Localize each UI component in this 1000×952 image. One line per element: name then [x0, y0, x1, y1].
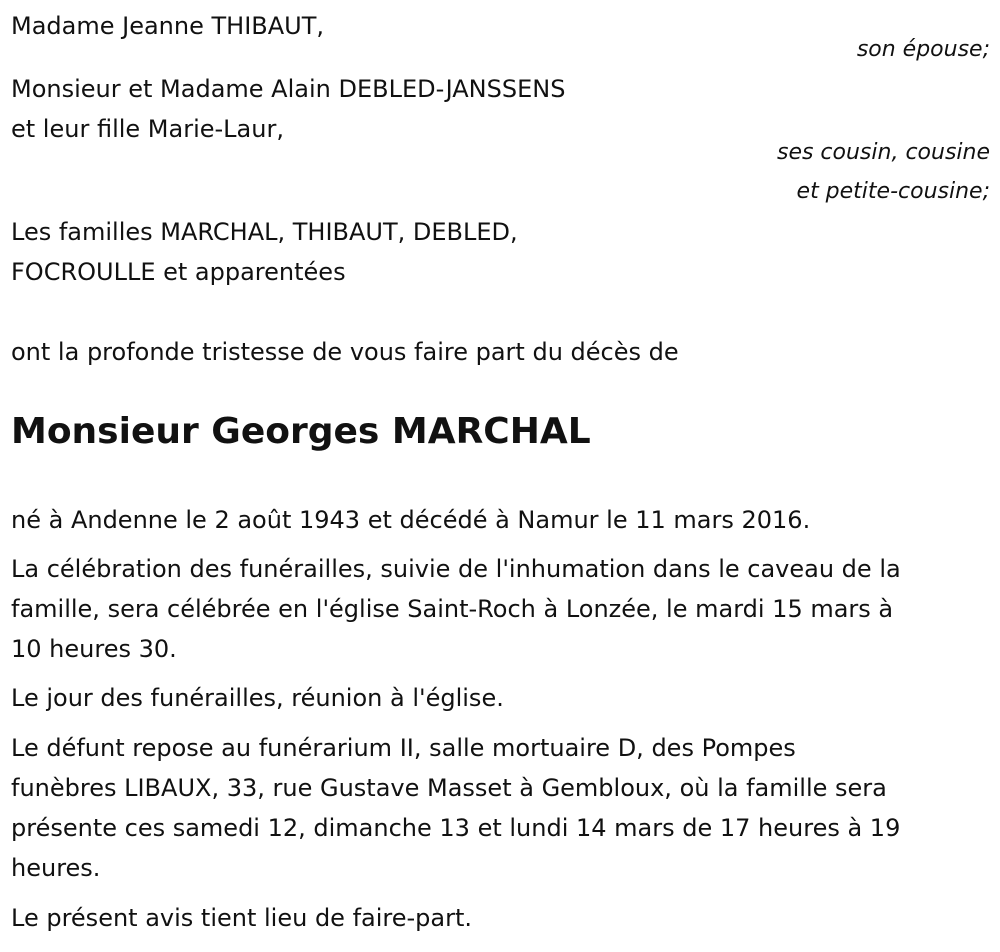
family-line-families: Les familles MARCHAL, THIBAUT, DEBLED,	[11, 218, 518, 246]
funeral-text-line-3: 10 heures 30.	[11, 635, 177, 663]
gathering-text: Le jour des funérailles, réunion à l'église.	[11, 684, 504, 712]
relation-spouse: son épouse;	[856, 37, 990, 62]
birth-death-text: né à Andenne le 2 août 1943 et décédé à Namur le 11 mars 2016.	[11, 506, 811, 534]
rest-text-line-2: funèbres LIBAUX, 33, rue Gustave Masset à Gembloux, où la famille sera	[11, 774, 887, 802]
notice-text: Le présent avis tient lieu de faire-part.	[11, 904, 473, 932]
family-line-families-2: FOCROULLE et apparentées	[11, 258, 346, 286]
rest-text-line-1: Le défunt repose au funérarium II, salle mortuaire D, des Pompes	[11, 734, 796, 762]
family-line-cousins-daughter: et leur fille Marie-Laur,	[11, 115, 284, 143]
family-line-cousins: Monsieur et Madame Alain DEBLED-JANSSENS	[11, 75, 566, 103]
rest-text-line-3: présente ces samedi 12, dimanche 13 et lundi 14 mars de 17 heures à 19	[11, 814, 901, 842]
relation-cousins: ses cousin, cousine	[776, 140, 990, 165]
relation-cousins-2: et petite-cousine;	[796, 179, 990, 204]
funeral-text-line-2: famille, sera célébrée en l'église Saint-Roch à Lonzée, le mardi 15 mars à	[11, 595, 894, 623]
announcement-text: ont la profonde tristesse de vous faire part du décès de	[11, 338, 679, 366]
rest-text-line-4: heures.	[11, 854, 101, 882]
deceased-name: Monsieur Georges MARCHAL	[11, 411, 591, 452]
funeral-text-line-1: La célébration des funérailles, suivie de l'inhumation dans le caveau de la	[11, 555, 901, 583]
family-line-spouse: Madame Jeanne THIBAUT,	[11, 12, 325, 40]
